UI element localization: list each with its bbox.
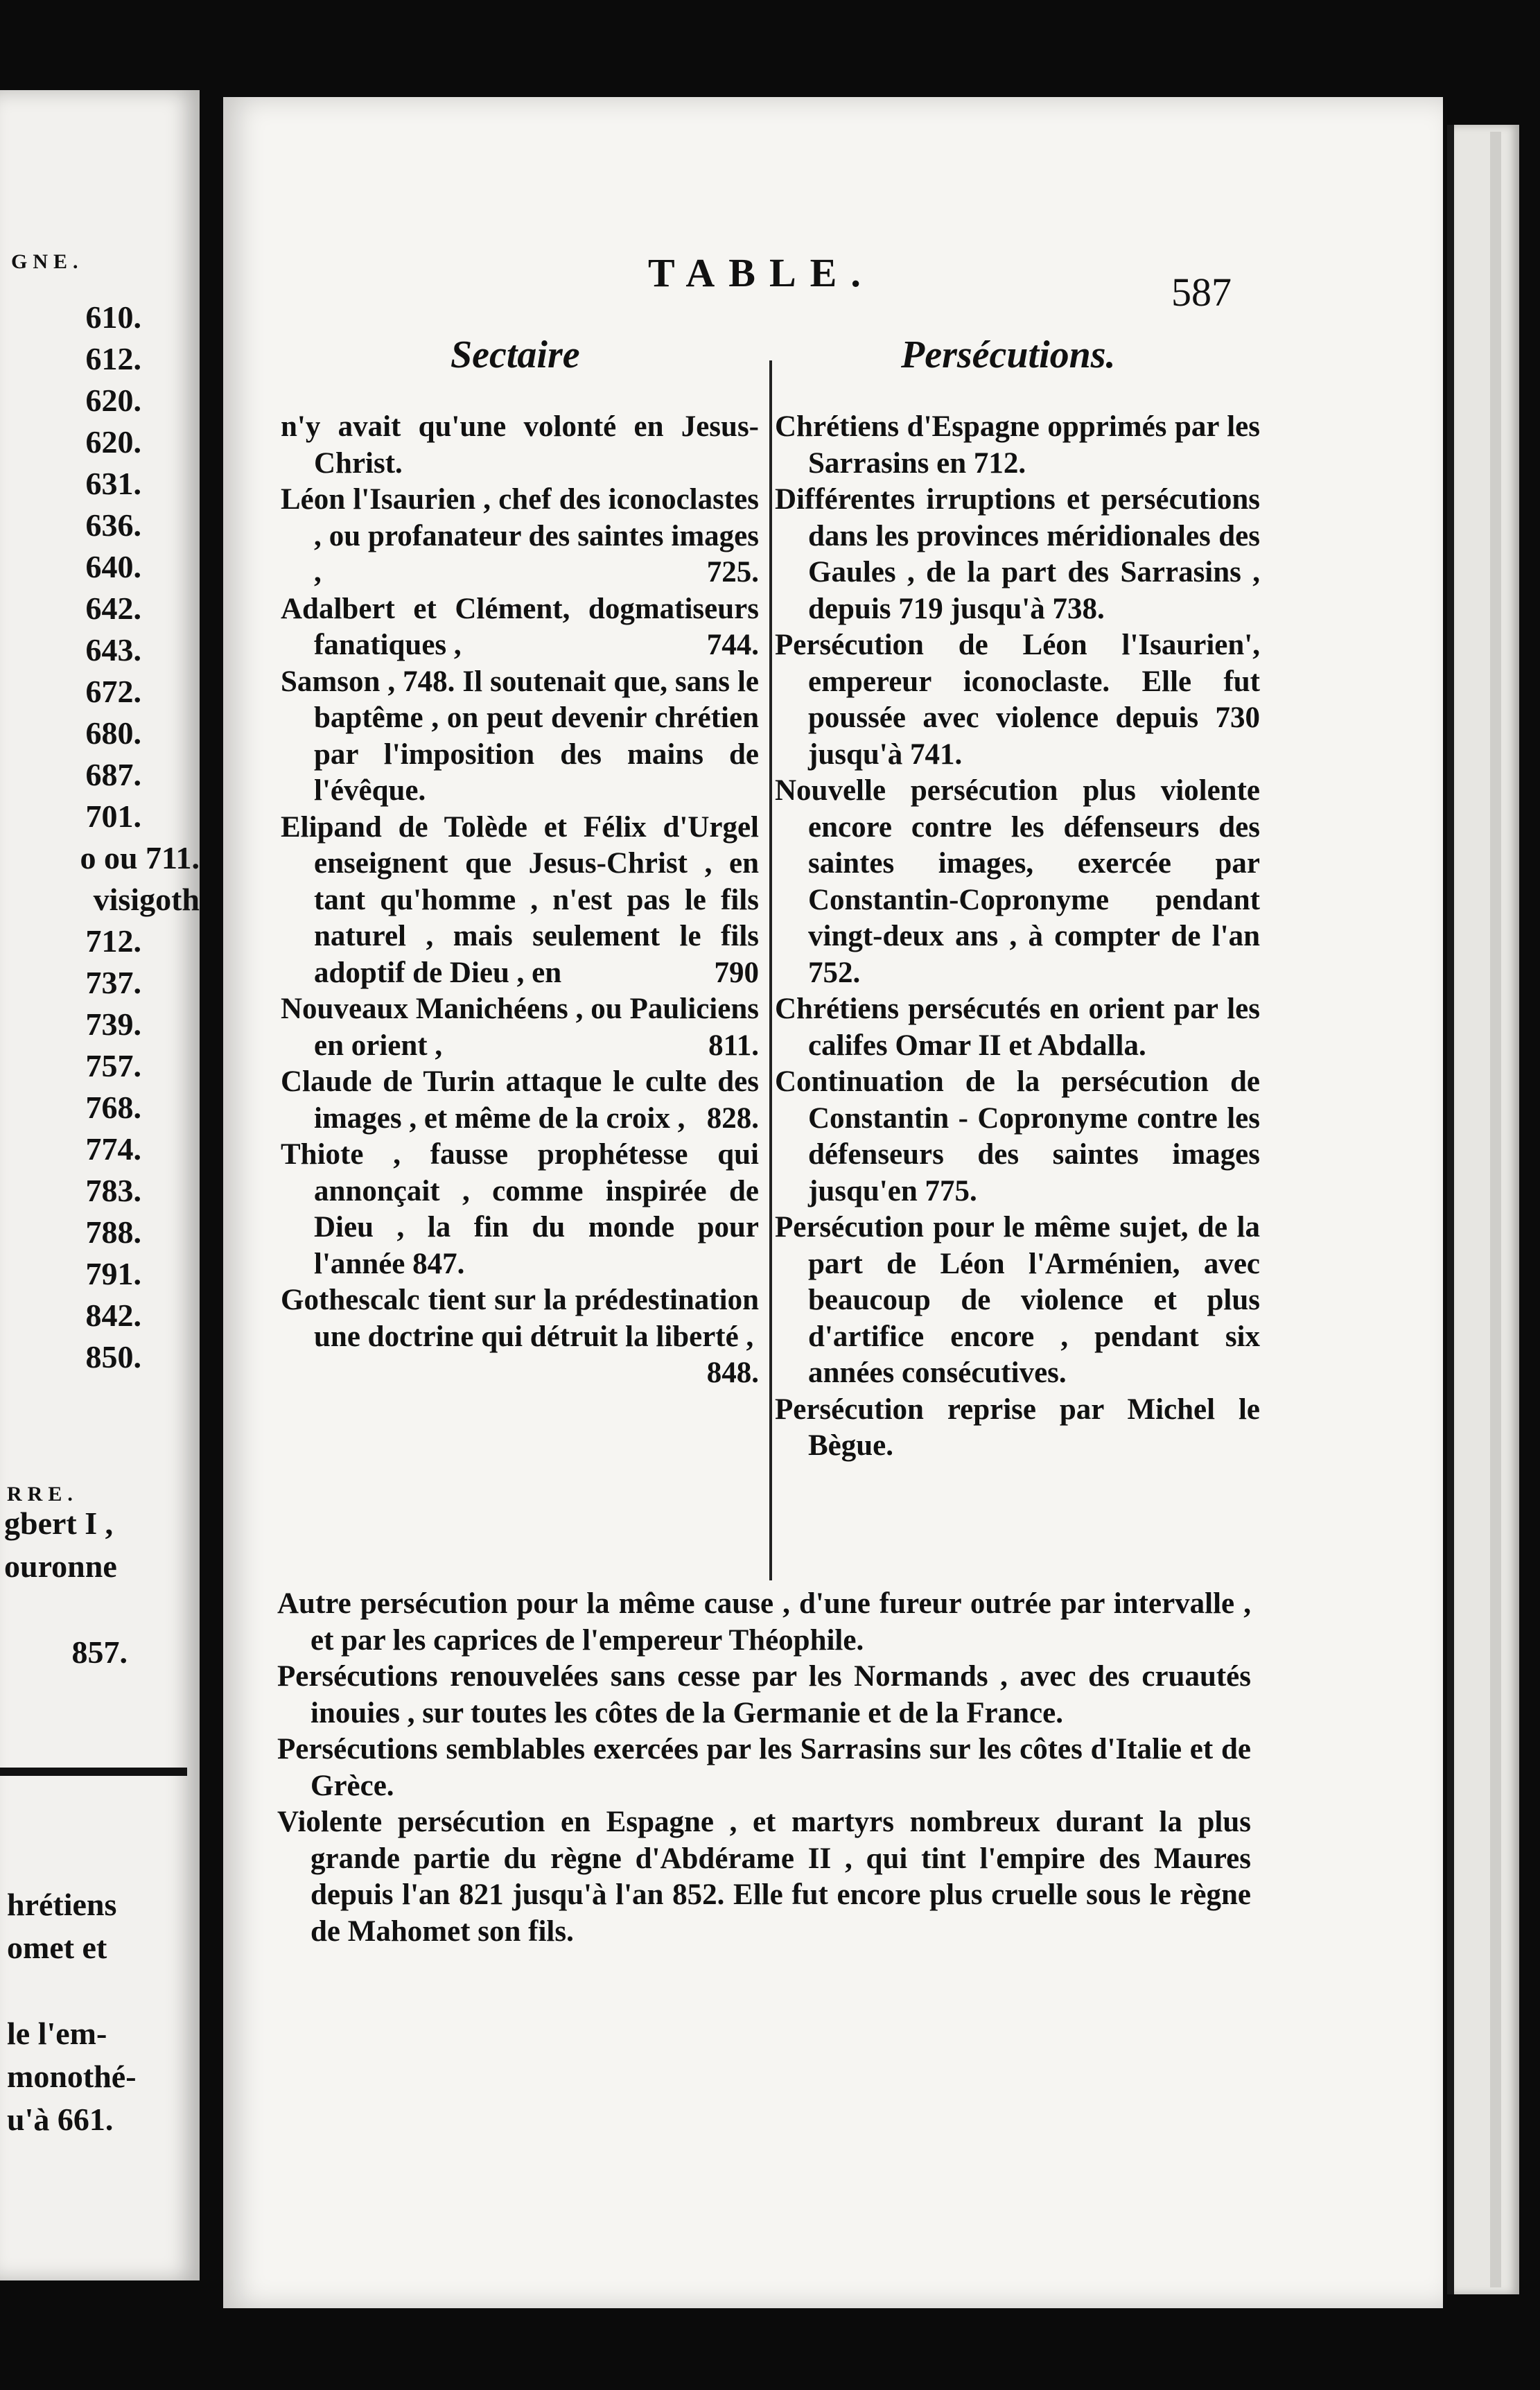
list-item: 680. — [85, 715, 141, 751]
list-item: 791. — [85, 1256, 141, 1291]
left-page-head: GNE. — [11, 250, 84, 273]
text-line: ouronne — [4, 1549, 117, 1584]
sectaire-entry: Adalbert et Clément, dogmatiseurs fanatiques , 744. — [281, 592, 759, 661]
list-item: 620. — [85, 383, 141, 418]
text-line: gbert I , — [4, 1506, 114, 1541]
list-item: 640. — [85, 549, 141, 584]
sectaire-entry: Claude de Turin attaque le culte des images , et même de la croix , 828. — [281, 1065, 759, 1135]
text-line — [7, 1971, 207, 2014]
sectaire-entry: Thiote , fausse prophétesse qui annonçait , comme inspirée de Dieu , la fin du monde pour l'année 847. — [281, 1138, 759, 1280]
list-item: 788. — [85, 1214, 141, 1250]
list-item: 672. — [85, 674, 141, 709]
column-divider — [769, 360, 772, 1580]
persecution-entry: Différentes irruptions et persécutions dans les provinces méridionales des Gaules , de la part des Sarrasins , depuis 719 jusqu'à 738. — [775, 483, 1260, 625]
left-page-text-block-3 — [7, 1885, 207, 2143]
list-item: 712. — [85, 923, 141, 959]
list-item: 701. — [85, 799, 141, 834]
list-item: 612. — [85, 341, 141, 376]
sectaire-entry: Nouveaux Manichéens , ou Pauliciens en orient , 811. — [281, 993, 759, 1062]
persecution-entry: Chrétiens persécutés en orient par les califes Omar II et Abdalla. — [775, 993, 1260, 1062]
sectaire-entry: Léon l'Isaurien , chef des iconoclastes , ou profanateur des saintes images , 725. — [281, 483, 759, 588]
left-page-head-2: RRE. — [7, 1483, 78, 1506]
persecution-entry: Persécution reprise par Michel le Bègue. — [775, 1393, 1260, 1462]
text-line: hrétiens — [7, 1887, 117, 1922]
persecution-entry: Violente persécution en Espagne , et martyrs nombreux durant la plus grande partie du règne d'Abdérame II , qui tint l'empire des Maures depuis l'an 821 jusqu'à l'an 852. Elle fut encore plus cruelle sous le règne de Mahomet son fils. — [277, 1806, 1251, 1948]
text-line: 857. — [71, 1634, 128, 1670]
list-item: 687. — [85, 757, 141, 792]
sectaire-entry: Gothescalc tient sur la prédestination une doctrine qui détruit la liberté , 848. — [281, 1284, 759, 1389]
text-line: monothé- — [7, 2059, 137, 2094]
left-page-number-list — [0, 298, 200, 1379]
persecution-entry: Persécutions semblables exercées par les Sarrasins sur les côtes d'Italie et de Grèce. — [277, 1733, 1251, 1802]
persecution-entry: Persécutions renouvelées sans cesse par les Normands , avec des cruautés inouies , sur toutes les côtes de la Germanie et de la France. — [277, 1660, 1251, 1729]
text-line: le l'em- — [7, 2016, 107, 2051]
text-line: omet et — [7, 1930, 107, 1965]
list-item: 643. — [85, 632, 141, 668]
page-edge-line — [1490, 132, 1501, 2287]
list-item: 850. — [85, 1339, 141, 1375]
persecution-entry: Nouvelle persécution plus violente encore contre les défenseurs des saintes images, exercée par Constantin-Copronyme pendant vingt-deux ans , à compter de l'an 752. — [775, 774, 1260, 989]
list-item: visigoth — [93, 882, 200, 917]
persecution-entry: Continuation de la persécution de Constantin - Copronyme contre les défenseurs des saintes images jusqu'en 775. — [775, 1065, 1260, 1207]
text-line — [4, 1590, 204, 1633]
list-item: 636. — [85, 507, 141, 543]
running-head: TABLE. — [648, 250, 875, 295]
column-heading-sectaires: Sectaire — [450, 333, 580, 376]
list-item: 774. — [85, 1131, 141, 1167]
list-item: 783. — [85, 1173, 141, 1208]
list-item: 620. — [85, 424, 141, 460]
list-item: 610. — [85, 299, 141, 335]
list-item: 631. — [85, 466, 141, 501]
sectaire-entry: Samson , 748. Il soutenait que, sans le baptême , on peut devenir chrétien par l'imposition des mains de l'évêque. — [281, 665, 759, 807]
page-number: 587 — [1171, 270, 1232, 315]
sectaires-column — [281, 409, 759, 1392]
list-item: 642. — [85, 591, 141, 626]
list-item: 768. — [85, 1090, 141, 1125]
left-page-text-block-2 — [4, 1504, 204, 1676]
persecution-entry: Chrétiens d'Espagne opprimés par les Sarrasins en 712. — [775, 410, 1260, 480]
sectaire-entry: Elipand de Tolède et Félix d'Urgel enseignent que Jesus-Christ , en tant qu'homme , n'est pas le fils naturel , mais seulement le fils adoptif de Dieu , en 790 — [281, 810, 759, 989]
full-width-entries — [277, 1586, 1251, 1950]
list-item: o ou 711. — [80, 840, 200, 875]
left-page-rule — [0, 1768, 187, 1776]
list-item: 737. — [85, 965, 141, 1000]
column-heading-persecutions: Persécutions. — [901, 333, 1116, 376]
text-line: u'à 661. — [7, 2102, 114, 2137]
list-item: 757. — [85, 1048, 141, 1083]
persecution-entry: Persécution de Léon l'Isaurien', empereur iconoclaste. Elle fut poussée avec violence depuis 730 jusqu'à 741. — [775, 629, 1260, 771]
page-edges — [1447, 125, 1519, 2294]
sectaire-entry: n'y avait qu'une volonté en Jesus-Christ. — [281, 410, 759, 480]
list-item: 739. — [85, 1006, 141, 1042]
persecution-entry: Persécution pour le même sujet, de la part de Léon l'Arménien, avec beaucoup de violence et plus d'artifice encore , pendant six années consécutives. — [775, 1211, 1260, 1389]
list-item: 842. — [85, 1298, 141, 1333]
persecution-entry: Autre persécution pour la même cause , d'une fureur outrée par intervalle , et par les caprices de l'empereur Théophile. — [277, 1587, 1251, 1657]
persecutions-column — [775, 409, 1260, 1465]
